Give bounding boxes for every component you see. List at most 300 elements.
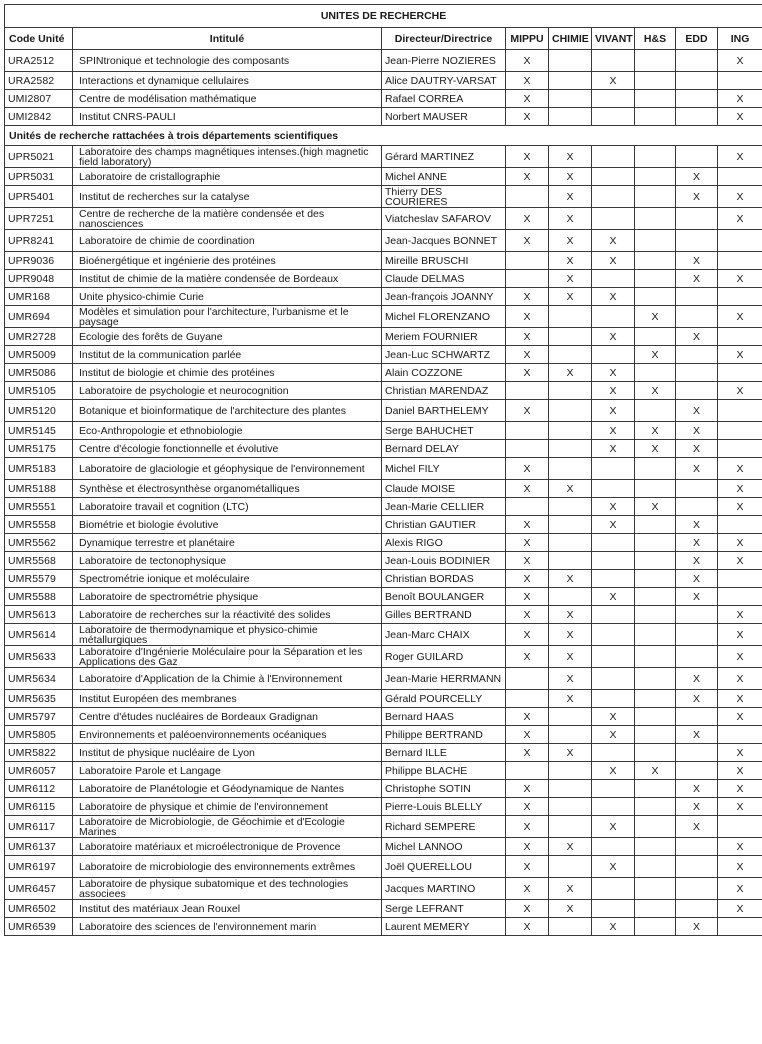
department-mippu-cell: X xyxy=(506,288,549,306)
unit-intitule-cell: Institut de la communication parlée xyxy=(73,346,382,364)
unit-intitule-cell: Interactions et dynamique cellulaires xyxy=(73,72,382,90)
department-edd-cell: X xyxy=(676,168,718,186)
department-chimie-cell: X xyxy=(549,208,592,230)
units-group-1 xyxy=(5,50,762,126)
unit-code-cell: UMR6117 xyxy=(5,816,73,838)
unit-code-cell: UMR5633 xyxy=(5,646,73,668)
column-header-ing: ING xyxy=(718,28,762,50)
department-chimie-cell xyxy=(549,798,592,816)
unit-intitule-cell: Institut des matériaux Jean Rouxel xyxy=(73,900,382,918)
department-chimie-cell xyxy=(549,588,592,606)
department-mippu-cell: X xyxy=(506,726,549,744)
department-hs-cell xyxy=(635,570,676,588)
unit-directeur-cell: Michel FILY xyxy=(382,458,506,480)
unit-code-cell: UMR6112 xyxy=(5,780,73,798)
department-vivant-cell xyxy=(592,690,635,708)
department-chimie-cell: X xyxy=(549,146,592,168)
unit-code-cell: UMR5558 xyxy=(5,516,73,534)
department-ing-cell xyxy=(718,516,762,534)
unit-code-cell: UPR8241 xyxy=(5,230,73,252)
department-hs-cell xyxy=(635,230,676,252)
unit-directeur-cell: Laurent MEMERY xyxy=(382,918,506,936)
table-row xyxy=(5,306,762,328)
table-row xyxy=(5,458,762,480)
department-ing-cell: X xyxy=(718,606,762,624)
department-mippu-cell: X xyxy=(506,816,549,838)
department-vivant-cell xyxy=(592,744,635,762)
unit-directeur-cell: Gérald POURCELLY xyxy=(382,690,506,708)
department-ing-cell: X xyxy=(718,382,762,400)
department-edd-cell xyxy=(676,900,718,918)
department-edd-cell: X xyxy=(676,668,718,690)
unit-directeur-cell: Thierry DES COURIERES xyxy=(382,186,506,208)
department-vivant-cell xyxy=(592,480,635,498)
unit-directeur-cell: Richard SEMPERE xyxy=(382,816,506,838)
department-ing-cell: X xyxy=(718,498,762,516)
department-hs-cell xyxy=(635,252,676,270)
unit-code-cell: UPR9048 xyxy=(5,270,73,288)
department-hs-cell xyxy=(635,780,676,798)
department-ing-cell xyxy=(718,252,762,270)
department-mippu-cell xyxy=(506,382,549,400)
unit-directeur-cell: Jean-Marc CHAIX xyxy=(382,624,506,646)
department-edd-cell xyxy=(676,624,718,646)
table-row xyxy=(5,516,762,534)
table-row xyxy=(5,816,762,838)
unit-directeur-cell: Gérard MARTINEZ xyxy=(382,146,506,168)
department-chimie-cell xyxy=(549,108,592,126)
department-edd-cell xyxy=(676,646,718,668)
table-row xyxy=(5,668,762,690)
unit-directeur-cell: Roger GUILARD xyxy=(382,646,506,668)
unit-code-cell: UPR7251 xyxy=(5,208,73,230)
department-hs-cell xyxy=(635,50,676,72)
unit-directeur-cell: Joël QUERELLOU xyxy=(382,856,506,878)
unit-code-cell: UMR5797 xyxy=(5,708,73,726)
department-mippu-cell: X xyxy=(506,900,549,918)
table-row xyxy=(5,72,762,90)
department-chimie-cell: X xyxy=(549,668,592,690)
department-mippu-cell: X xyxy=(506,108,549,126)
unit-code-cell: UMR5634 xyxy=(5,668,73,690)
section-row-group xyxy=(5,126,762,146)
unit-code-cell: UMR694 xyxy=(5,306,73,328)
department-ing-cell xyxy=(718,168,762,186)
department-chimie-cell: X xyxy=(549,838,592,856)
department-mippu-cell xyxy=(506,422,549,440)
department-edd-cell xyxy=(676,230,718,252)
department-hs-cell xyxy=(635,838,676,856)
table-row xyxy=(5,762,762,780)
department-vivant-cell xyxy=(592,50,635,72)
table-row xyxy=(5,422,762,440)
table-row xyxy=(5,900,762,918)
department-ing-cell: X xyxy=(718,624,762,646)
department-ing-cell: X xyxy=(718,346,762,364)
department-chimie-cell: X xyxy=(549,744,592,762)
department-vivant-cell xyxy=(592,146,635,168)
department-ing-cell: X xyxy=(718,270,762,288)
unit-code-cell: UMR5120 xyxy=(5,400,73,422)
table-row xyxy=(5,498,762,516)
table-row xyxy=(5,878,762,900)
unit-intitule-cell: Institut de physique nucléaire de Lyon xyxy=(73,744,382,762)
department-chimie-cell xyxy=(549,382,592,400)
department-ing-cell: X xyxy=(718,690,762,708)
table-row xyxy=(5,726,762,744)
department-ing-cell: X xyxy=(718,306,762,328)
department-vivant-cell xyxy=(592,458,635,480)
department-mippu-cell: X xyxy=(506,480,549,498)
department-edd-cell xyxy=(676,346,718,364)
unit-code-cell: UMR5614 xyxy=(5,624,73,646)
department-vivant-cell xyxy=(592,838,635,856)
table-title-row xyxy=(5,5,762,28)
table-row xyxy=(5,646,762,668)
department-hs-cell: X xyxy=(635,422,676,440)
department-mippu-cell: X xyxy=(506,208,549,230)
department-edd-cell xyxy=(676,878,718,900)
unit-code-cell: UMR5086 xyxy=(5,364,73,382)
unit-intitule-cell: Laboratoire des champs magnétiques intenses.(high magnetic field laboratory) xyxy=(73,146,382,168)
department-vivant-cell xyxy=(592,606,635,624)
department-hs-cell xyxy=(635,146,676,168)
department-hs-cell xyxy=(635,744,676,762)
department-edd-cell xyxy=(676,146,718,168)
unit-code-cell: UPR5031 xyxy=(5,168,73,186)
department-ing-cell: X xyxy=(718,90,762,108)
department-ing-cell: X xyxy=(718,900,762,918)
department-edd-cell xyxy=(676,480,718,498)
unit-code-cell: UMR5635 xyxy=(5,690,73,708)
department-hs-cell: X xyxy=(635,306,676,328)
department-ing-cell: X xyxy=(718,458,762,480)
department-mippu-cell: X xyxy=(506,646,549,668)
department-vivant-cell xyxy=(592,346,635,364)
department-edd-cell xyxy=(676,856,718,878)
unit-directeur-cell: Jean-Marie HERRMANN xyxy=(382,668,506,690)
department-mippu-cell: X xyxy=(506,346,549,364)
table-row xyxy=(5,146,762,168)
department-mippu-cell: X xyxy=(506,328,549,346)
table-row xyxy=(5,918,762,936)
unit-code-cell: UMR2728 xyxy=(5,328,73,346)
department-ing-cell: X xyxy=(718,708,762,726)
department-vivant-cell: X xyxy=(592,382,635,400)
department-hs-cell xyxy=(635,726,676,744)
department-mippu-cell: X xyxy=(506,534,549,552)
table-row xyxy=(5,230,762,252)
department-ing-cell: X xyxy=(718,780,762,798)
unit-code-cell: UMI2807 xyxy=(5,90,73,108)
unit-directeur-cell: Claude DELMAS xyxy=(382,270,506,288)
unit-code-cell: UMR6057 xyxy=(5,762,73,780)
department-vivant-cell: X xyxy=(592,498,635,516)
department-chimie-cell xyxy=(549,328,592,346)
unit-code-cell: UMR6502 xyxy=(5,900,73,918)
department-edd-cell: X xyxy=(676,516,718,534)
department-mippu-cell xyxy=(506,270,549,288)
department-vivant-cell xyxy=(592,90,635,108)
department-mippu-cell: X xyxy=(506,516,549,534)
unit-code-cell: UMR5568 xyxy=(5,552,73,570)
unit-code-cell: UPR9036 xyxy=(5,252,73,270)
column-header-code: Code Unité xyxy=(5,28,73,50)
unit-code-cell: UMR5175 xyxy=(5,440,73,458)
unit-code-cell: UMR5579 xyxy=(5,570,73,588)
department-chimie-cell: X xyxy=(549,646,592,668)
department-chimie-cell: X xyxy=(549,364,592,382)
unit-intitule-cell: Environnements et paléoenvironnements océaniques xyxy=(73,726,382,744)
department-hs-cell xyxy=(635,816,676,838)
department-hs-cell: X xyxy=(635,498,676,516)
unit-intitule-cell: Spectrométrie ionique et moléculaire xyxy=(73,570,382,588)
department-hs-cell xyxy=(635,856,676,878)
department-hs-cell xyxy=(635,552,676,570)
unit-intitule-cell: Laboratoire de glaciologie et géophysique de l'environnement xyxy=(73,458,382,480)
unit-directeur-cell: Michel ANNE xyxy=(382,168,506,186)
unit-intitule-cell: Centre de modélisation mathématique xyxy=(73,90,382,108)
department-ing-cell: X xyxy=(718,552,762,570)
department-ing-cell xyxy=(718,422,762,440)
department-mippu-cell xyxy=(506,186,549,208)
department-chimie-cell xyxy=(549,708,592,726)
department-hs-cell xyxy=(635,186,676,208)
unit-code-cell: UMR6115 xyxy=(5,798,73,816)
unit-directeur-cell: Meriem FOURNIER xyxy=(382,328,506,346)
department-chimie-cell: X xyxy=(549,570,592,588)
table-row xyxy=(5,288,762,306)
unit-intitule-cell: Laboratoire de Microbiologie, de Géochimie et d'Ecologie Marines xyxy=(73,816,382,838)
department-chimie-cell xyxy=(549,762,592,780)
department-hs-cell: X xyxy=(635,382,676,400)
department-mippu-cell: X xyxy=(506,744,549,762)
department-vivant-cell: X xyxy=(592,708,635,726)
unit-code-cell: UMR6457 xyxy=(5,878,73,900)
department-ing-cell xyxy=(718,230,762,252)
department-ing-cell: X xyxy=(718,146,762,168)
department-vivant-cell xyxy=(592,186,635,208)
department-vivant-cell xyxy=(592,552,635,570)
department-ing-cell xyxy=(718,816,762,838)
department-edd-cell xyxy=(676,762,718,780)
table-row xyxy=(5,588,762,606)
department-vivant-cell: X xyxy=(592,516,635,534)
department-mippu-cell: X xyxy=(506,624,549,646)
department-mippu-cell xyxy=(506,762,549,780)
department-vivant-cell: X xyxy=(592,588,635,606)
unit-intitule-cell: Laboratoire de cristallographie xyxy=(73,168,382,186)
unit-directeur-cell: Christophe SOTIN xyxy=(382,780,506,798)
department-ing-cell xyxy=(718,364,762,382)
unit-intitule-cell: Laboratoire de spectrométrie physique xyxy=(73,588,382,606)
table-row xyxy=(5,708,762,726)
column-header-vivant: VIVANT xyxy=(592,28,635,50)
unit-directeur-cell: Benoît BOULANGER xyxy=(382,588,506,606)
department-ing-cell xyxy=(718,726,762,744)
unit-directeur-cell: Jean-Louis BODINIER xyxy=(382,552,506,570)
department-vivant-cell: X xyxy=(592,422,635,440)
unit-intitule-cell: Institut de recherches sur la catalyse xyxy=(73,186,382,208)
table-row xyxy=(5,552,762,570)
department-ing-cell xyxy=(718,400,762,422)
unit-intitule-cell: Laboratoire de Planétologie et Géodynamique de Nantes xyxy=(73,780,382,798)
unit-code-cell: UPR5401 xyxy=(5,186,73,208)
department-edd-cell: X xyxy=(676,458,718,480)
unit-directeur-cell: Bernard HAAS xyxy=(382,708,506,726)
department-vivant-cell: X xyxy=(592,364,635,382)
table-row xyxy=(5,108,762,126)
unit-directeur-cell: Christian GAUTIER xyxy=(382,516,506,534)
department-chimie-cell xyxy=(549,516,592,534)
department-mippu-cell: X xyxy=(506,708,549,726)
department-edd-cell xyxy=(676,498,718,516)
department-vivant-cell: X xyxy=(592,288,635,306)
unit-intitule-cell: Laboratoire Parole et Langage xyxy=(73,762,382,780)
unit-code-cell: UMR6539 xyxy=(5,918,73,936)
table-row xyxy=(5,570,762,588)
department-mippu-cell xyxy=(506,252,549,270)
department-edd-cell: X xyxy=(676,534,718,552)
department-chimie-cell: X xyxy=(549,168,592,186)
unit-directeur-cell: Pierre-Louis BLELLY xyxy=(382,798,506,816)
department-ing-cell: X xyxy=(718,480,762,498)
unit-directeur-cell: Jean-Pierre NOZIERES xyxy=(382,50,506,72)
department-chimie-cell xyxy=(549,400,592,422)
department-chimie-cell: X xyxy=(549,288,592,306)
table-row xyxy=(5,440,762,458)
department-hs-cell xyxy=(635,900,676,918)
unit-code-cell: UMR5188 xyxy=(5,480,73,498)
unit-intitule-cell: Laboratoire de microbiologie des environnements extrêmes xyxy=(73,856,382,878)
department-hs-cell: X xyxy=(635,346,676,364)
department-hs-cell xyxy=(635,878,676,900)
department-hs-cell xyxy=(635,168,676,186)
department-mippu-cell: X xyxy=(506,838,549,856)
column-header-edd: EDD xyxy=(676,28,718,50)
unit-intitule-cell: Laboratoire des sciences de l'environnement marin xyxy=(73,918,382,936)
department-edd-cell xyxy=(676,364,718,382)
department-mippu-cell: X xyxy=(506,458,549,480)
department-ing-cell: X xyxy=(718,646,762,668)
department-ing-cell xyxy=(718,72,762,90)
unit-directeur-cell: Michel FLORENZANO xyxy=(382,306,506,328)
department-mippu-cell: X xyxy=(506,72,549,90)
department-chimie-cell xyxy=(549,306,592,328)
unit-directeur-cell: Alice DAUTRY-VARSAT xyxy=(382,72,506,90)
unit-intitule-cell: SPINtronique et technologie des composants xyxy=(73,50,382,72)
department-hs-cell xyxy=(635,288,676,306)
department-ing-cell xyxy=(718,288,762,306)
department-vivant-cell xyxy=(592,570,635,588)
unit-code-cell: UMR5613 xyxy=(5,606,73,624)
column-header-intitule: Intitulé xyxy=(73,28,382,50)
department-edd-cell xyxy=(676,606,718,624)
department-edd-cell: X xyxy=(676,440,718,458)
department-chimie-cell: X xyxy=(549,270,592,288)
department-edd-cell xyxy=(676,744,718,762)
department-edd-cell: X xyxy=(676,328,718,346)
department-chimie-cell xyxy=(549,90,592,108)
table-row xyxy=(5,168,762,186)
department-chimie-cell: X xyxy=(549,480,592,498)
department-vivant-cell: X xyxy=(592,72,635,90)
department-chimie-cell xyxy=(549,440,592,458)
department-chimie-cell: X xyxy=(549,900,592,918)
table-row xyxy=(5,690,762,708)
department-ing-cell xyxy=(718,570,762,588)
department-vivant-cell: X xyxy=(592,918,635,936)
unit-directeur-cell: Alexis RIGO xyxy=(382,534,506,552)
unit-code-cell: UMR6197 xyxy=(5,856,73,878)
department-edd-cell: X xyxy=(676,570,718,588)
unit-code-cell: UMR168 xyxy=(5,288,73,306)
table-row xyxy=(5,186,762,208)
department-edd-cell xyxy=(676,90,718,108)
unit-intitule-cell: Biométrie et biologie évolutive xyxy=(73,516,382,534)
department-edd-cell: X xyxy=(676,552,718,570)
department-hs-cell xyxy=(635,108,676,126)
department-hs-cell xyxy=(635,588,676,606)
department-mippu-cell: X xyxy=(506,588,549,606)
unit-intitule-cell: Laboratoire de tectonophysique xyxy=(73,552,382,570)
department-hs-cell xyxy=(635,270,676,288)
department-mippu-cell: X xyxy=(506,918,549,936)
unit-intitule-cell: Laboratoire de psychologie et neurocognition xyxy=(73,382,382,400)
department-edd-cell: X xyxy=(676,798,718,816)
unit-intitule-cell: Centre d'écologie fonctionnelle et évolutive xyxy=(73,440,382,458)
unit-directeur-cell: Alain COZZONE xyxy=(382,364,506,382)
department-mippu-cell: X xyxy=(506,856,549,878)
department-vivant-cell: X xyxy=(592,856,635,878)
unit-directeur-cell: Jean-Luc SCHWARTZ xyxy=(382,346,506,364)
department-vivant-cell: X xyxy=(592,816,635,838)
department-hs-cell xyxy=(635,364,676,382)
unit-intitule-cell: Laboratoire d'Application de la Chimie à l'Environnement xyxy=(73,668,382,690)
department-edd-cell xyxy=(676,708,718,726)
unit-code-cell: UMR5562 xyxy=(5,534,73,552)
department-hs-cell xyxy=(635,208,676,230)
unit-code-cell: UMI2842 xyxy=(5,108,73,126)
column-header-directeur: Directeur/Directrice xyxy=(382,28,506,50)
unit-intitule-cell: Institut de biologie et chimie des protéines xyxy=(73,364,382,382)
unit-directeur-cell: Viatcheslav SAFAROV xyxy=(382,208,506,230)
department-ing-cell: X xyxy=(718,108,762,126)
department-mippu-cell: X xyxy=(506,878,549,900)
department-hs-cell: X xyxy=(635,762,676,780)
department-hs-cell xyxy=(635,458,676,480)
unit-directeur-cell: Christian MARENDAZ xyxy=(382,382,506,400)
department-hs-cell xyxy=(635,328,676,346)
table-row xyxy=(5,744,762,762)
department-chimie-cell: X xyxy=(549,252,592,270)
table-row xyxy=(5,90,762,108)
department-mippu-cell: X xyxy=(506,306,549,328)
department-edd-cell xyxy=(676,306,718,328)
department-edd-cell xyxy=(676,108,718,126)
department-mippu-cell: X xyxy=(506,798,549,816)
unit-code-cell: UMR5145 xyxy=(5,422,73,440)
department-mippu-cell: X xyxy=(506,400,549,422)
table-title: UNITES DE RECHERCHE xyxy=(5,5,762,28)
department-ing-cell: X xyxy=(718,186,762,208)
department-ing-cell: X xyxy=(718,762,762,780)
department-edd-cell: X xyxy=(676,400,718,422)
unit-code-cell: URA2512 xyxy=(5,50,73,72)
department-ing-cell: X xyxy=(718,798,762,816)
table-row xyxy=(5,606,762,624)
unit-directeur-cell: Philippe BERTRAND xyxy=(382,726,506,744)
